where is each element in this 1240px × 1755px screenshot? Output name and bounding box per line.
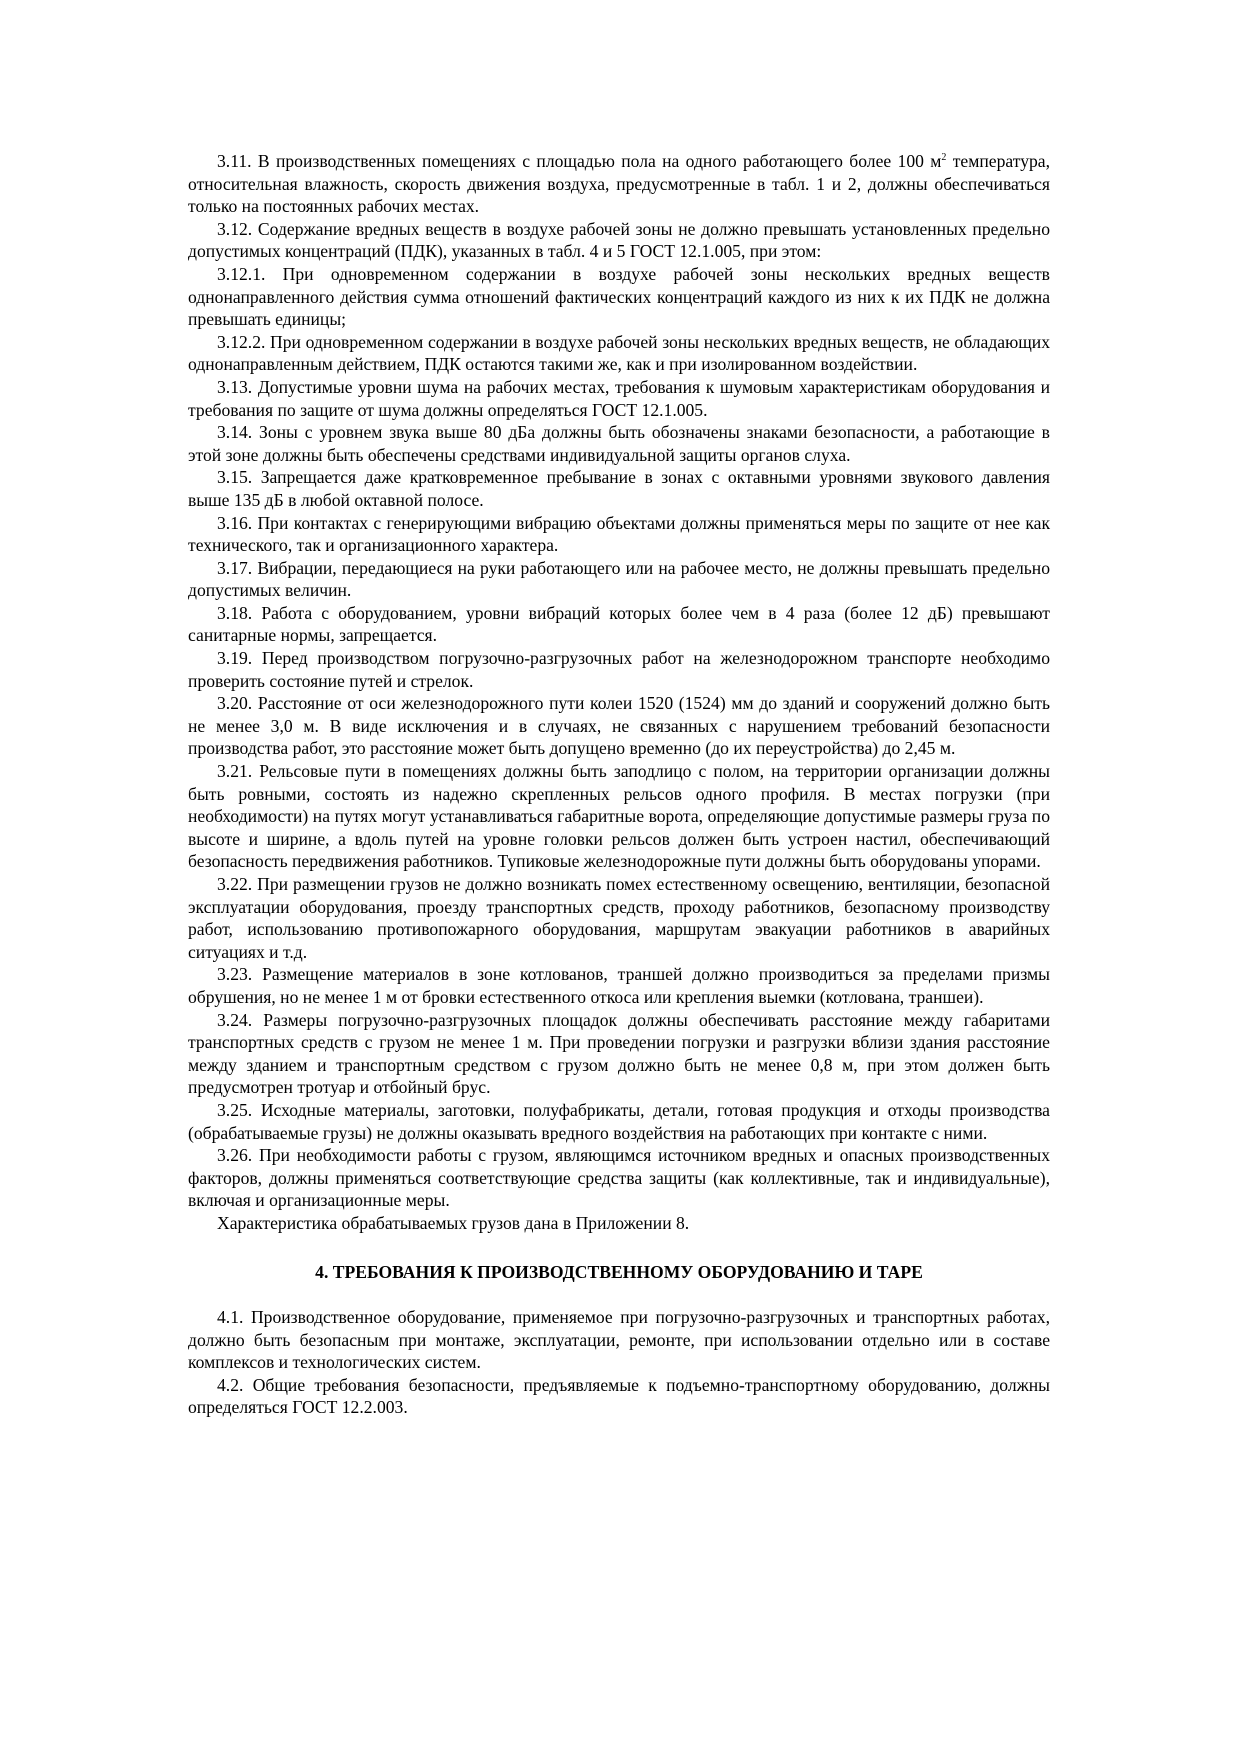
paragraph-3-12-2: 3.12.2. При одновременном содержании в воздухе рабочей зоны нескольких вредных веществ, не обладающих однонаправленным действием, ПДК остаются такими же, как и при изолированном воздействии.	[188, 331, 1050, 375]
paragraph-3-26: 3.26. При необходимости работы с грузом, являющимся источником вредных и опасных производственных факторов, должны применяться соответствующие средства защиты (как коллективные, так и индивидуальные), включая и организационные меры.	[188, 1145, 1050, 1211]
section-4-heading: 4. ТРЕБОВАНИЯ К ПРОИЗВОДСТВЕННОМУ ОБОРУДОВАНИЮ И ТАРЕ	[315, 1261, 923, 1282]
document-page	[188, 150, 1050, 1419]
paragraph-3-24: 3.24. Размеры погрузочно-разгрузочных площадок должны обеспечивать расстояние между габаритами транспортных средств с грузом не менее 1 м. При проведении погрузки и разгрузки вблизи здания расстояние между зданием и транспортным средством с грузом должно быть не менее 0,8 м, при этом должен быть предусмотрен тротуар и отбойный брус.	[188, 1009, 1050, 1098]
paragraph-3-11-text-rest: температура, относительная влажность, скорость движения воздуха, предусмотренные в табл. 1 и 2, должны обеспечиваться только на постоянных рабочих местах.	[188, 151, 1050, 217]
paragraph-3-23: 3.23. Размещение материалов в зоне котлованов, траншей должно производиться за пределами призмы обрушения, но не менее 1 м от бровки естественного откоса или крепления выемки (котлована, траншеи).	[188, 964, 1050, 1007]
paragraph-4-2: 4.2. Общие требования безопасности, предъявляемые к подъемно-транспортному оборудованию, должны определяться ГОСТ 12.2.003.	[188, 1374, 1050, 1418]
paragraph-4-1: 4.1. Производственное оборудование, применяемое при погрузочно-разгрузочных и транспортных работах, должно быть безопасным при монтаже, эксплуатации, ремонте, при использовании отдельно или в составе комплексов и технологических систем.	[188, 1307, 1050, 1373]
paragraph-3-25: 3.25. Исходные материалы, заготовки, полуфабрикаты, детали, готовая продукция и отходы производства (обрабатываемые грузы) не должны оказывать вредного воздействия на работающих при контакте с ними.	[188, 1099, 1050, 1143]
paragraph-3-12: 3.12. Содержание вредных веществ в воздухе рабочей зоны не должно превышать установленных предельно допустимых концентраций (ПДК), указанных в табл. 4 и 5 ГОСТ 12.1.005, при этом:	[188, 218, 1050, 262]
paragraph-note: Характеристика обрабатываемых грузов дана в Приложении 8.	[217, 1212, 690, 1233]
paragraph-3-22: 3.22. При размещении грузов не должно возникать помех естественному освещению, вентиляции, безопасной эксплуатации оборудования, проезду транспортных средств, проходу работников, безопасному производству работ, использованию противопожарного оборудования, маршрутам эвакуации работников в аварийных ситуациях и т.д.	[188, 874, 1050, 962]
paragraph-3-19: 3.19. Перед производством погрузочно-разгрузочных работ на железнодорожном транспорте необходимо проверить состояние путей и стрелок.	[188, 648, 1050, 691]
paragraph-3-21: 3.21. Рельсовые пути в помещениях должны быть заподлицо с полом, на территории организации должны быть ровными, состоять из надежно скрепленных рельсов одного профиля. В местах погрузки (при необходимости) на путях могут устанавливаться габаритные ворота, определяющие допустимые размеры груза по высоте и ширине, а вдоль путей на уровне головки рельсов должен быть устроен настил, обеспечивающий безопасность передвижения работников. Тупиковые железнодорожные пути должны быть оборудованы упорами.	[188, 761, 1050, 872]
paragraph-3-15: 3.15. Запрещается даже кратковременное пребывание в зонах с октавными уровнями звукового давления выше 135 дБ в любой октавной полосе.	[188, 467, 1050, 510]
paragraph-3-12-1: 3.12.1. При одновременном содержании в воздухе рабочей зоны нескольких вредных веществ однонаправленного действия сумма отношений фактических концентраций каждого из них к их ПДК не должна превышать единицы;	[188, 263, 1050, 330]
paragraph-3-13: 3.13. Допустимые уровни шума на рабочих местах, требования к шумовым характеристикам оборудования и требования по защите от шума должны определяться ГОСТ 12.1.005.	[188, 376, 1050, 420]
paragraph-3-16: 3.16. При контактах с генерирующими вибрацию объектами должны применяться меры по защите от нее как технического, так и организационного характера.	[188, 512, 1050, 556]
paragraph-3-20: 3.20. Расстояние от оси железнодорожного пути колеи 1520 (1524) мм до зданий и сооружений должно быть не менее 3,0 м. В виде исключения и в случаях, не связанных с нарушением требований безопасности производства работ, это расстояние может быть допущено временно (до их переустройства) до 2,45 м.	[188, 693, 1050, 759]
paragraph-3-17: 3.17. Вибрации, передающиеся на руки работающего или на рабочее место, не должны превышать предельно допустимых величин.	[188, 557, 1050, 601]
paragraph-3-11-text: 3.11. В производственных помещениях с площадью пола на одного работающего более 100 м	[217, 151, 942, 171]
paragraph-3-18: 3.18. Работа с оборудованием, уровни вибраций которых более чем в 4 раза (более 12 дБ) превышают санитарные нормы, запрещается.	[188, 602, 1050, 646]
paragraph-3-11	[188, 150, 1050, 218]
superscript-square: 2	[941, 152, 947, 163]
paragraph-3-14: 3.14. Зоны с уровнем звука выше 80 дБа должны быть обозначены знаками безопасности, а работающие в этой зоне должны быть обеспечены средствами индивидуальной защиты органов слуха.	[188, 422, 1050, 465]
